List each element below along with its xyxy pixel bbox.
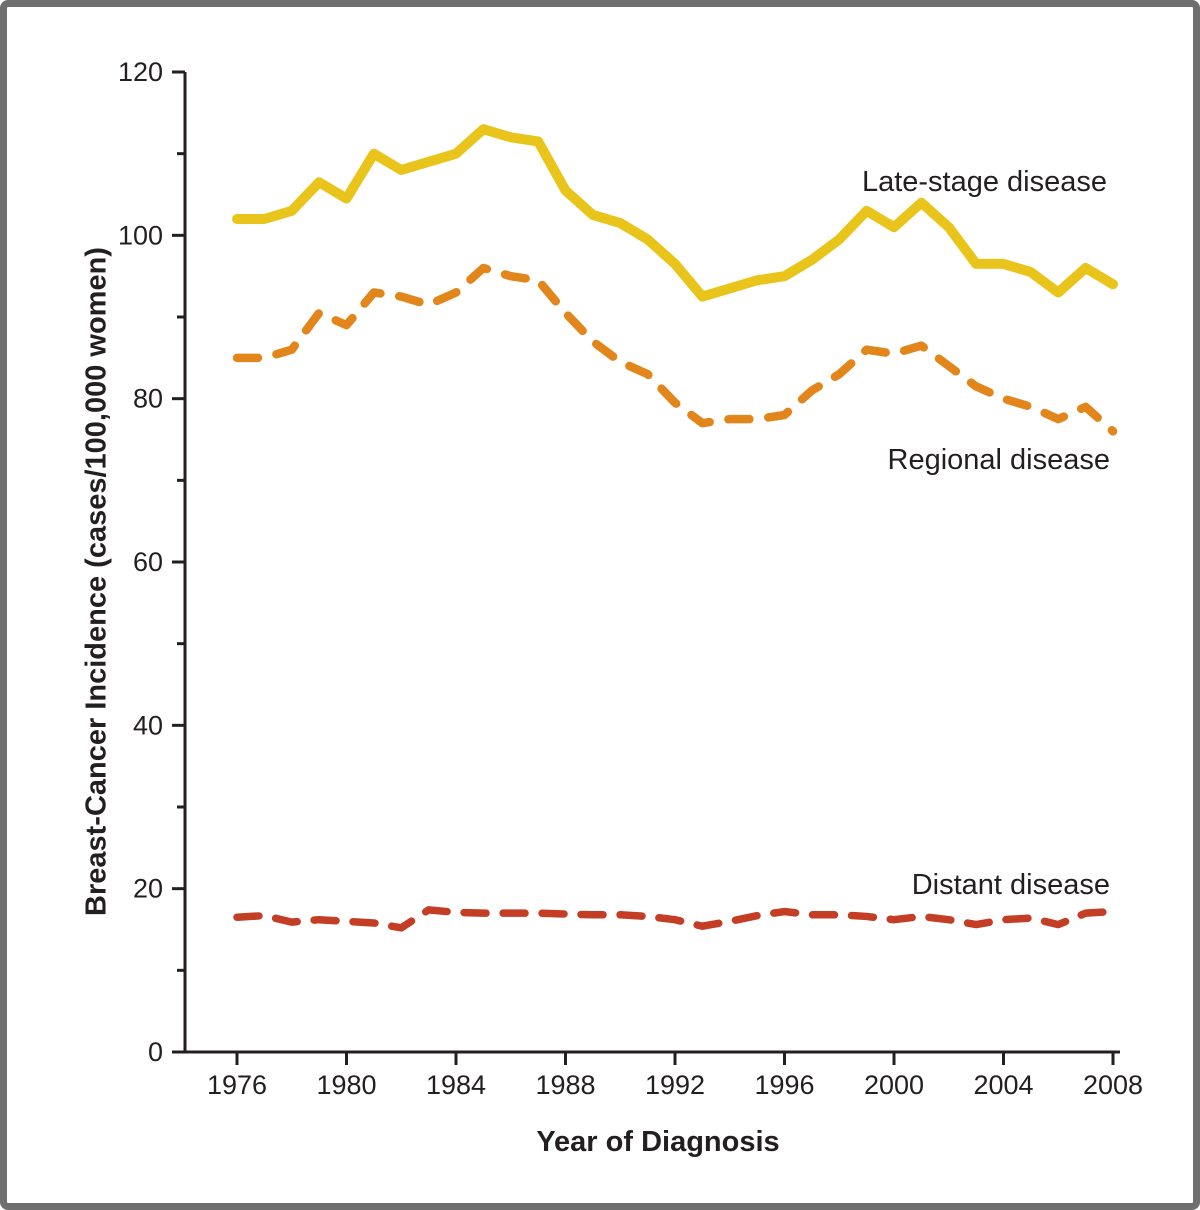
x-tick-label: 2008 [1082, 1070, 1144, 1100]
x-tick-label: 1984 [425, 1070, 487, 1100]
x-tick-label: 1976 [206, 1070, 268, 1100]
y-axis-title: Breast-Cancer Incidence (cases/100,000 women) [80, 247, 113, 916]
x-tick-label: 1988 [535, 1070, 596, 1100]
x-tick-label: 2004 [973, 1070, 1034, 1100]
distant-line [237, 910, 1113, 928]
distant-series-label: Distant disease [911, 869, 1110, 901]
x-tick-label: 1996 [754, 1070, 815, 1100]
late-stage-series-label: Late-stage disease [861, 166, 1107, 198]
y-tick-label: 0 [147, 1037, 163, 1067]
x-tick-label: 2000 [863, 1070, 925, 1100]
axes [185, 72, 1120, 1052]
x-axis-title: Year of Diagnosis [536, 1126, 780, 1158]
late-stage-line [237, 129, 1113, 296]
y-tick-label: 100 [117, 220, 163, 251]
x-tick-label: 1980 [316, 1070, 377, 1100]
y-tick-label: 20 [132, 873, 163, 904]
y-tick-label: 40 [132, 710, 163, 741]
y-tick-label: 60 [132, 547, 163, 577]
y-tick-label: 120 [117, 57, 163, 87]
x-tick-label: 1992 [644, 1070, 706, 1100]
regional-line [237, 268, 1113, 431]
y-tick-label: 80 [132, 383, 163, 414]
regional-series-label: Regional disease [887, 444, 1110, 476]
